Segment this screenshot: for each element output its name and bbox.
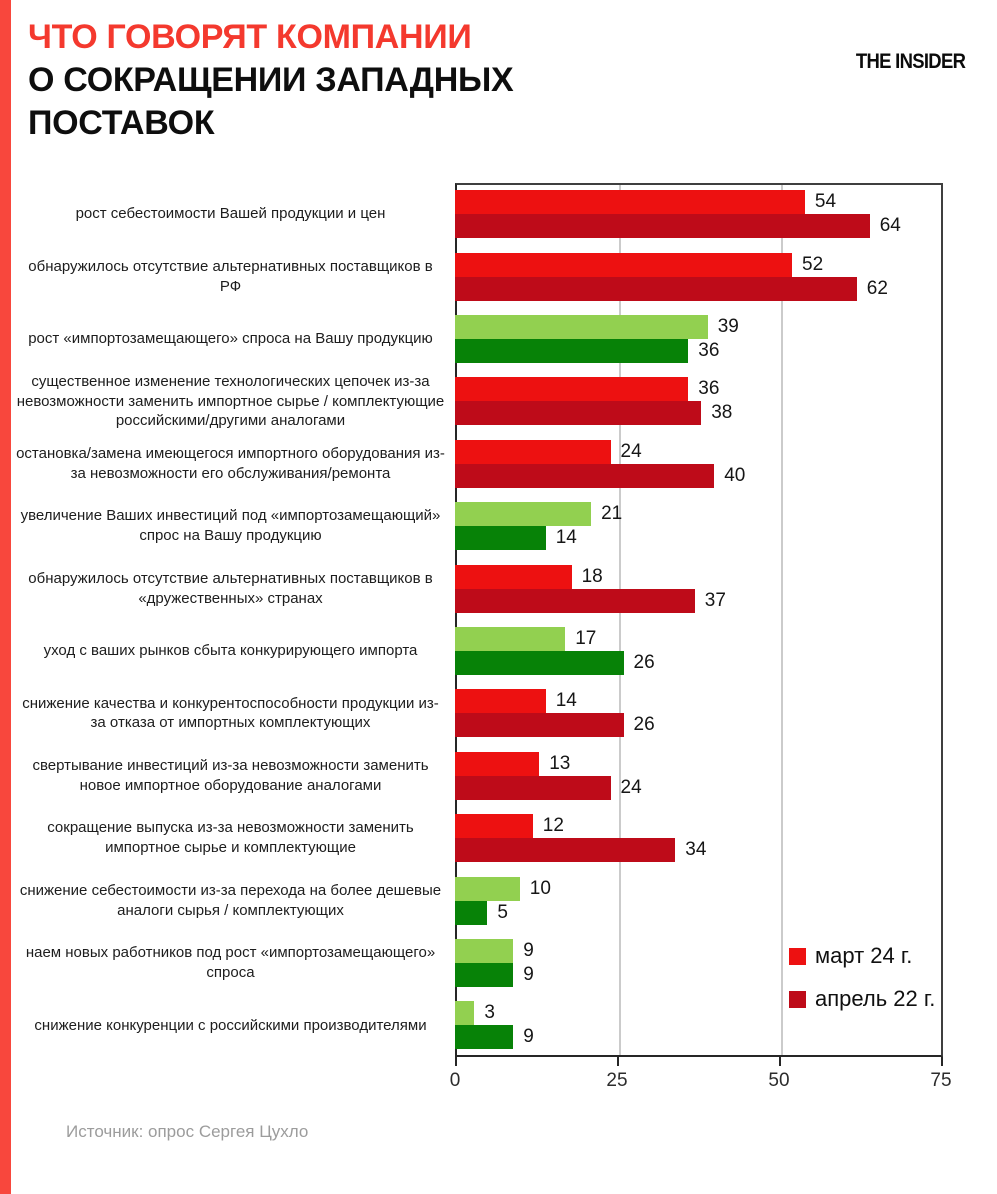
bar-aprel-22 <box>455 277 888 301</box>
bar-mart-24 <box>455 502 623 526</box>
chart-row <box>0 557 997 619</box>
bar-aprel-22 <box>455 526 577 550</box>
bar-value-label: 12 <box>542 815 564 837</box>
bar-value-label: 10 <box>529 877 551 899</box>
bar-value-label: 37 <box>704 589 726 611</box>
bar-mart-24 <box>455 565 603 589</box>
bar-value-label: 34 <box>685 839 707 861</box>
bar-mart-24 <box>455 315 739 339</box>
bar-value-label: 13 <box>549 752 571 774</box>
chart-row <box>0 495 997 557</box>
row-label: обнаружилось отсутствие альтернативных поставщиков в «дружественных» странах <box>28 569 433 607</box>
bar-aprel-22 <box>455 838 707 862</box>
bar-pair <box>455 253 941 301</box>
row-label: наем новых работников под рост «импортозамещающего» спроса <box>25 944 436 982</box>
legend-item-aprel-22 <box>789 986 935 1012</box>
bar-aprel-22 <box>455 214 901 238</box>
legend <box>789 943 935 1012</box>
page-title-line2: О СОКРАЩЕНИИ ЗАПАДНЫХ <box>28 61 514 99</box>
legend-swatch-mart-24-icon <box>789 948 806 965</box>
bar-value-label: 36 <box>698 340 720 362</box>
row-label: снижение себестоимости из-за перехода на более дешевые аналоги сырья / комплектующих <box>19 881 442 919</box>
axis-tick <box>779 1057 781 1066</box>
bar-value-label: 62 <box>866 277 888 299</box>
page-title-line1: ЧТО ГОВОРЯТ КОМПАНИИ <box>28 18 472 56</box>
page-title <box>28 16 513 145</box>
bar-pair <box>455 752 941 800</box>
axis-tick <box>455 1057 457 1066</box>
bar-value-label: 36 <box>698 378 720 400</box>
chart-row <box>0 245 997 307</box>
bar-mart-24 <box>455 190 837 214</box>
row-label: рост «импортозамещающего» спроса на Вашу продукцию <box>28 330 433 348</box>
bar-value-label: 14 <box>555 690 577 712</box>
bar-aprel-22 <box>455 401 733 425</box>
bar-pair <box>455 627 941 675</box>
chart-row <box>0 308 997 370</box>
bar-mart-24 <box>455 627 597 651</box>
bar-mart-24 <box>455 253 824 277</box>
axis-tick-label: 75 <box>930 1070 952 1091</box>
bar-aprel-22 <box>455 1025 534 1049</box>
bar-chart <box>0 183 997 1143</box>
bar-mart-24 <box>455 1001 495 1025</box>
bar-value-label: 24 <box>620 440 642 462</box>
legend-item-mart-24 <box>789 943 935 969</box>
bar-pair <box>455 814 941 862</box>
bar-aprel-22 <box>455 339 720 363</box>
the-insider-logo: THE INSIDER <box>855 50 965 73</box>
chart-row <box>0 869 997 931</box>
axis-tick-label: 25 <box>606 1070 628 1091</box>
chart-row <box>0 620 997 682</box>
bar-value-label: 17 <box>575 628 597 650</box>
chart-row <box>0 807 997 869</box>
bar-aprel-22 <box>455 713 655 737</box>
bar-aprel-22 <box>455 776 642 800</box>
bar-pair <box>455 689 941 737</box>
bar-value-label: 39 <box>717 316 739 338</box>
bar-value-label: 54 <box>814 191 837 213</box>
bar-pair <box>455 877 941 925</box>
chart-row <box>0 682 997 744</box>
chart-rows <box>0 183 997 1057</box>
bar-value-label: 9 <box>523 964 534 986</box>
bar-value-label: 52 <box>802 253 824 275</box>
bar-value-label: 9 <box>523 940 534 962</box>
row-label: существенное изменение технологических цепочек из-за невозможности заменить импортное сырье / комплектующие российскими/другими аналогами <box>16 372 445 430</box>
bar-aprel-22 <box>455 589 726 613</box>
bar-pair <box>455 502 941 550</box>
bar-aprel-22 <box>455 901 508 925</box>
row-label: увеличение Ваших инвестиций под «импортозамещающий» спрос на Вашу продукцию <box>20 507 441 545</box>
bar-value-label: 9 <box>523 1026 534 1048</box>
row-label: сокращение выпуска из-за невозможности заменить импортное сырье и комплектующие <box>47 819 414 857</box>
bar-value-label: 38 <box>711 402 733 424</box>
row-label: уход с ваших рынков сбыта конкурирующего импорта <box>43 642 418 660</box>
bar-pair <box>455 565 941 613</box>
bar-value-label: 64 <box>879 215 901 237</box>
axis-tick-label: 0 <box>449 1070 461 1091</box>
bar-mart-24 <box>455 877 551 901</box>
page-title-line3: ПОСТАВОК <box>28 104 215 142</box>
chart-row <box>0 433 997 495</box>
legend-label-mart-24: март 24 г. <box>815 943 913 968</box>
bar-pair <box>455 315 941 363</box>
bar-value-label: 26 <box>633 652 655 674</box>
bar-pair <box>455 190 941 238</box>
row-label: обнаружилось отсутствие альтернативных поставщиков в РФ <box>28 257 433 295</box>
bar-aprel-22 <box>455 963 534 987</box>
axis-tick <box>941 1057 943 1066</box>
bar-aprel-22 <box>455 464 746 488</box>
bar-mart-24 <box>455 377 720 401</box>
row-label: остановка/замена имеющегося импортного оборудования из-за невозможности его обслуживания/ремонта <box>16 445 445 482</box>
bar-value-label: 18 <box>581 565 603 587</box>
chart-row <box>0 745 997 807</box>
bar-aprel-22 <box>455 651 655 675</box>
legend-swatch-aprel-22-icon <box>789 991 806 1008</box>
legend-label-aprel-22: апрель 22 г. <box>815 986 936 1011</box>
bar-mart-24 <box>455 689 577 713</box>
row-label: снижение конкуренции с российскими производителями <box>34 1016 427 1034</box>
bar-value-label: 24 <box>620 776 642 798</box>
bar-value-label: 40 <box>724 464 746 486</box>
source-text: Источник: опрос Сергея Цухло <box>66 1122 309 1141</box>
bar-value-label: 14 <box>555 527 577 549</box>
row-label: свертывание инвестиций из-за невозможности заменить новое импортное оборудование аналогами <box>32 757 429 794</box>
bar-mart-24 <box>455 752 571 776</box>
chart-row <box>0 370 997 432</box>
row-label: рост себестоимости Вашей продукции и цен <box>75 205 386 223</box>
axis-tick <box>617 1057 619 1066</box>
x-axis <box>449 1057 952 1107</box>
bar-mart-24 <box>455 440 642 464</box>
chart-row <box>0 183 997 245</box>
bar-pair <box>455 440 941 488</box>
bar-mart-24 <box>455 814 564 838</box>
bar-mart-24 <box>455 939 534 963</box>
bar-value-label: 26 <box>633 714 655 736</box>
bar-value-label: 5 <box>497 901 508 923</box>
axis-tick-label: 50 <box>768 1070 790 1091</box>
row-label: снижение качества и конкурентоспособности продукции из-за отказа от импортных комплектующих <box>22 694 439 732</box>
bar-value-label: 21 <box>601 503 623 525</box>
bar-pair <box>455 377 941 425</box>
bar-value-label: 3 <box>484 1002 495 1024</box>
